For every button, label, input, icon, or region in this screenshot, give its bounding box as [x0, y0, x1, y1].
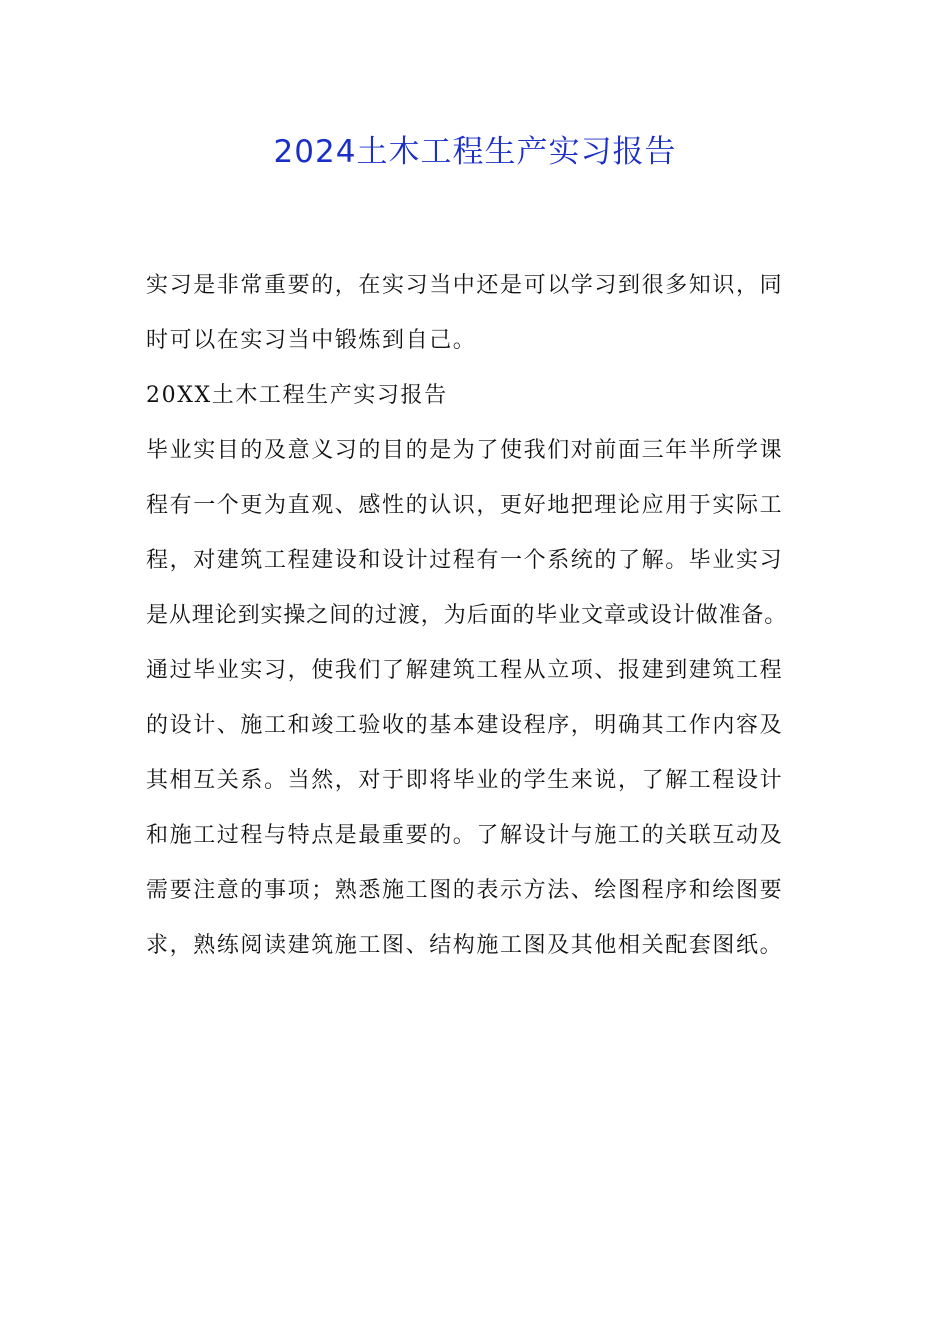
paragraph-line: 程有一个更为直观、感性的认识，更好地把理论应用于实际工	[146, 493, 784, 518]
paragraph-line: 毕业实目的及意义习的目的是为了使我们对前面三年半所学课	[146, 438, 784, 463]
document-body	[146, 262, 836, 977]
paragraph-line: 通过毕业实习，使我们了解建筑工程从立项、报建到建筑工程	[146, 658, 784, 683]
paragraph-line: 实习是非常重要的，在实习当中还是可以学习到很多知识，同	[146, 273, 784, 298]
paragraph-line: 的设计、施工和竣工验收的基本建设程序，明确其工作内容及	[146, 713, 784, 738]
paragraph-line: 其相互关系。当然，对于即将毕业的学生来说，了解工程设计	[146, 768, 784, 793]
paragraph-line: 需要注意的事项；熟悉施工图的表示方法、绘图程序和绘图要	[146, 878, 784, 903]
paragraph-line: 求，熟练阅读建筑施工图、结构施工图及其他相关配套图纸。	[146, 933, 784, 958]
paragraph-line: 程，对建筑工程建设和设计过程有一个系统的了解。毕业实习	[146, 548, 784, 573]
paragraph-line: 时可以在实习当中锻炼到自己。	[146, 328, 477, 353]
document-title: 2024土木工程生产实习报告	[273, 134, 677, 170]
section-heading: 20XX土木工程生产实习报告	[146, 383, 448, 408]
paragraph-line: 和施工过程与特点是最重要的。了解设计与施工的关联互动及	[146, 823, 784, 848]
paragraph-line: 是从理论到实操之间的过渡，为后面的毕业文章或设计做准备。	[146, 603, 788, 628]
